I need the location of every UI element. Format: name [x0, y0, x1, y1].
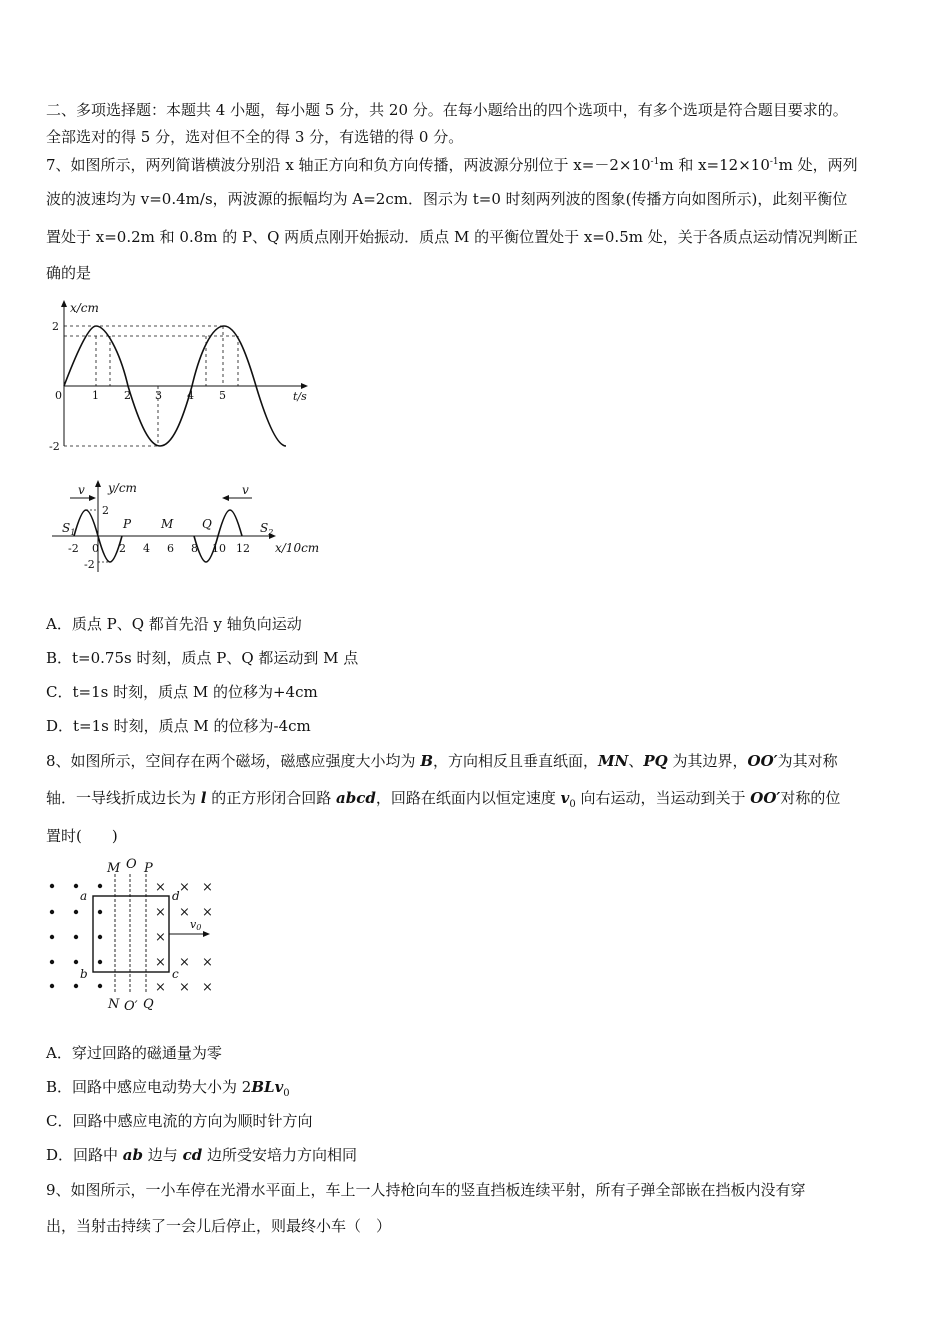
q8-label-c: c [172, 967, 179, 981]
q8-stem-line3: 置时( ) [46, 827, 118, 845]
q8-opt-d-c: 边所受安培力方向相同 [202, 1146, 357, 1164]
q8-label-a: a [80, 889, 88, 903]
graph2-v2-arrow-head [222, 495, 229, 501]
q8-l2-c: ，回路在纸面内以恒定速度 [375, 789, 561, 807]
graph2-y-arrow [95, 480, 101, 487]
q7-stem-line1 [46, 152, 858, 175]
graph1-tick-x-0: 0 [55, 389, 62, 402]
graph1-x-arrow [301, 383, 308, 389]
graph1-tick-x-2: 2 [124, 389, 131, 402]
graph2-v1-arrow-head [89, 495, 96, 501]
q8-l2-abcd: abcd [336, 789, 376, 807]
q8-v0-arrow-head [203, 931, 210, 937]
q7-vibration-graph [46, 296, 316, 456]
q8-opt-d-b: 边与 [143, 1146, 183, 1164]
svg-text:×: × [202, 880, 213, 895]
graph2-tick-x-4: 4 [143, 542, 150, 555]
q7-line1-part-a: 7、如图所示，两列简谐横波分别沿 x 轴正方向和负方向传播，两波源分别位于 x=－2×10 [46, 156, 651, 174]
graph2-Q: Q [202, 517, 212, 531]
q8-l1-PQ: PQ [643, 752, 668, 770]
q7-exp2: -1 [769, 157, 779, 167]
q8-stem-line2 [46, 788, 840, 815]
q8-label-Q: Q [143, 997, 154, 1012]
svg-text:×: × [179, 905, 190, 920]
q8-label-M: M [107, 861, 121, 876]
q8-l2-e: 对称的位 [780, 789, 841, 807]
q8-l2-v-sub: 0 [569, 799, 576, 810]
graph2-tick-x-neg2: -2 [68, 542, 79, 555]
graph2-tick-x-6: 6 [167, 542, 174, 555]
q9-stem-line1: 9、如图所示，一小车停在光滑水平面上，车上一人持枪向车的竖直挡板连续平射，所有子弹全部嵌在挡板内没有穿 [46, 1181, 806, 1199]
q8-l1-c: 、 [628, 752, 644, 770]
svg-text:×: × [179, 955, 190, 970]
graph2-ylabel: y/cm [108, 481, 137, 495]
q8-l2-d: 向右运动，当运动到关于 [575, 789, 751, 807]
q8-l2-v: v [560, 789, 570, 807]
q7-option-b: B．t=0.75s 时刻，质点 P、Q 都运动到 M 点 [46, 649, 359, 667]
q8-option-a: A．穿过回路的磁通量为零 [46, 1044, 222, 1062]
svg-text:×: × [155, 955, 166, 970]
graph2-v1-label: v [78, 483, 85, 497]
q8-opt-d-ab: ab [122, 1146, 144, 1164]
q7-exp1: -1 [650, 157, 660, 167]
q8-option-c: C．回路中感应电流的方向为顺时针方向 [46, 1112, 313, 1130]
graph2-S1: $S_1$ [62, 521, 76, 537]
q8-label-P: P [144, 861, 153, 876]
q7-option-d: D．t=1s 时刻，质点 M 的位移为-4cm [46, 717, 311, 735]
q9-stem-line2: 出，当射击持续了一会儿后停止，则最终小车（ ） [46, 1217, 392, 1235]
graph1-tick-y-neg2: -2 [49, 440, 60, 453]
graph2-tick-y-neg2: -2 [84, 558, 95, 571]
q8-l1-MN: MN [598, 752, 629, 770]
graph2-M: M [161, 517, 174, 531]
svg-text:×: × [155, 905, 166, 920]
svg-text:×: × [202, 980, 213, 995]
svg-text:×: × [155, 980, 166, 995]
svg-text:×: × [155, 930, 166, 945]
q8-label-O-prime: O′ [124, 999, 138, 1014]
graph2-tick-x-12: 12 [236, 542, 250, 555]
svg-text:×: × [155, 880, 166, 895]
graph2-tick-x-0: 0 [92, 542, 99, 555]
q8-l1-e: 为其对称 [777, 752, 838, 770]
q8-l2-a: 轴．一导线折成边长为 [46, 789, 201, 807]
q7-stem-line3: 置处于 x=0.2m 和 0.8m 的 P、Q 两质点刚开始振动．质点 M 的平衡位置处于 x=0.5m 处，关于各质点运动情况判断正 [46, 228, 858, 246]
q8-label-d: d [172, 889, 180, 903]
q7-wave-graph [46, 476, 336, 576]
q8-opt-d-cd: cd [182, 1146, 203, 1164]
section-header-line1: 二、多项选择题：本题共 4 小题，每小题 5 分，共 20 分。在每小题给出的四个选项中，有多个选项是符合题目要求的。 [46, 101, 848, 119]
q8-opt-b-a: B．回路中感应电动势大小为 2 [46, 1078, 252, 1096]
graph2-tick-x-2: 2 [119, 542, 126, 555]
graph1-tick-x-1: 1 [92, 389, 99, 402]
q8-l2-OO: OO′ [750, 789, 781, 807]
q7-stem-line4: 确的是 [46, 264, 92, 282]
graph1-tick-x-5: 5 [219, 389, 226, 402]
q7-line1-part-c: m 处，两列 [778, 156, 858, 174]
q7-option-a: A．质点 P、Q 都首先沿 y 轴负向运动 [46, 615, 302, 633]
svg-text:×: × [179, 880, 190, 895]
q8-l2-b: 的正方形闭合回路 [206, 789, 337, 807]
q8-label-O: O [126, 857, 137, 872]
graph1-ylabel: x/cm [70, 301, 99, 315]
svg-text:×: × [202, 955, 213, 970]
graph1-tick-y-2: 2 [52, 320, 59, 333]
graph1-xlabel: t/s [293, 390, 307, 403]
graph2-S2: $S_2$ [260, 521, 274, 537]
q7-stem-line2: 波的波速均为 v=0.4m/s，两波源的振幅均为 A=2cm．图示为 t=0 时刻两列波的图象(传播方向如图所示)，此刻平衡位 [46, 190, 848, 208]
q7-option-c: C．t=1s 时刻，质点 M 的位移为+4cm [46, 683, 318, 701]
svg-text:×: × [202, 905, 213, 920]
q8-option-d [46, 1145, 357, 1165]
q8-opt-b-BLv: BLv [251, 1078, 284, 1096]
graph1-tick-x-3: 3 [155, 389, 162, 402]
q8-crosses-field [155, 880, 213, 995]
q8-l1-B: B [420, 752, 434, 770]
graph2-P: P [123, 517, 132, 531]
graph2-tick-x-10: 10 [212, 542, 226, 555]
q8-label-N: N [108, 997, 120, 1012]
graph2-v2-label: v [242, 483, 249, 497]
graph2-tick-x-8: 8 [191, 542, 198, 555]
section-header-line2: 全部选对的得 5 分，选对但不全的得 3 分，有选错的得 0 分。 [46, 128, 464, 146]
q8-opt-b-sub: 0 [283, 1088, 290, 1099]
q8-label-b: b [80, 967, 88, 981]
q8-l1-d: 为其边界， [667, 752, 748, 770]
q8-l2-l: l [200, 789, 207, 807]
q8-option-b [46, 1077, 290, 1104]
svg-text:×: × [179, 980, 190, 995]
q8-stem-line1 [46, 751, 838, 771]
q8-v0-label: v0 [190, 918, 202, 932]
q8-l1-OO: OO′ [747, 752, 778, 770]
q8-magnetic-figure [40, 852, 230, 1014]
graph1-tick-x-4: 4 [187, 389, 194, 402]
graph2-xlabel: x/10cm [275, 541, 320, 555]
q8-opt-d-a: D．回路中 [46, 1146, 123, 1164]
q8-l1-a: 8、如图所示，空间存在两个磁场，磁感应强度大小均为 [46, 752, 421, 770]
graph1-y-arrow [61, 300, 67, 307]
graph2-tick-y-2: 2 [102, 504, 109, 517]
q8-l1-b: ，方向相反且垂直纸面， [433, 752, 599, 770]
q7-line1-part-b: m 和 x=12×10 [659, 156, 770, 174]
